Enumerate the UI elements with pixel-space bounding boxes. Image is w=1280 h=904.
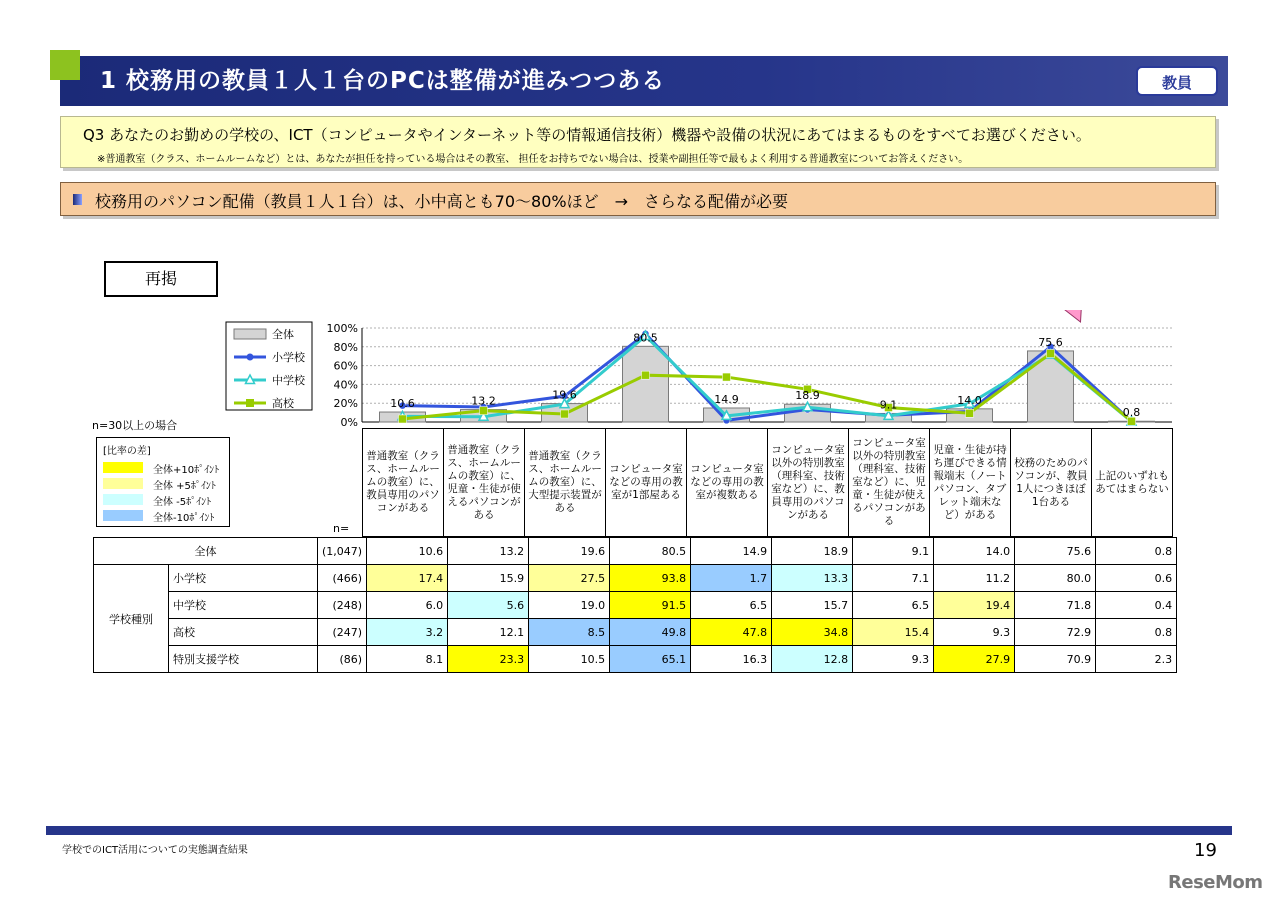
table-cell: 47.8	[691, 619, 772, 646]
summary-box	[60, 182, 1216, 216]
y-tick-label: 80%	[333, 340, 358, 354]
table-cell: 3.2	[367, 619, 448, 646]
row-label: 中学校	[169, 592, 318, 619]
legend-label: 高校	[272, 397, 294, 410]
table-cell: 6.5	[691, 592, 772, 619]
series-point	[480, 407, 488, 415]
table-cell: 6.0	[367, 592, 448, 619]
table-row	[94, 619, 1177, 646]
table-cell: 7.1	[853, 565, 934, 592]
column-header: 上記のいずれもあてはまらない	[1091, 428, 1173, 537]
table-cell: 80.5	[610, 538, 691, 565]
title-accent-square	[50, 50, 80, 80]
bar-value-label: 80.5	[633, 331, 658, 345]
data-table	[93, 537, 1177, 673]
table-row	[94, 565, 1177, 592]
respondent-badge: 教員	[1136, 66, 1218, 96]
footer-bar	[46, 826, 1232, 835]
bar-value-label: 14.9	[714, 392, 739, 406]
table-cell: 10.5	[529, 646, 610, 673]
table-cell: 9.3	[934, 619, 1015, 646]
table-cell: 15.7	[772, 592, 853, 619]
row-n: (86)	[318, 646, 367, 673]
bar-value-label: 19.6	[552, 388, 577, 402]
table-cell: 9.3	[853, 646, 934, 673]
table-cell: 8.1	[367, 646, 448, 673]
row-label: 小学校	[169, 565, 318, 592]
table-cell: 12.8	[772, 646, 853, 673]
highlight-arrow-icon	[1051, 310, 1083, 322]
table-row	[94, 646, 1177, 673]
diff-legend-label: 全体+10ﾎﾟｲﾝﾄ	[153, 465, 220, 476]
n-threshold-note: n=30以上の場合	[92, 419, 178, 432]
table-cell: 0.8	[1096, 538, 1177, 565]
footer-source: 学校でのICT活用についての実態調査結果	[62, 845, 248, 856]
chart	[220, 310, 1180, 430]
table-cell: 9.1	[853, 538, 934, 565]
legend-label: 全体	[272, 328, 294, 341]
table-cell: 70.9	[1015, 646, 1096, 673]
y-tick-label: 100%	[326, 322, 358, 335]
bar-value-label: 18.9	[795, 389, 820, 403]
question-text: Q3 あなたのお勤めの学校の、ICT（コンピュータやインターネット等の情報通信技術）機器や設備の状況にあてはまるものをすべてお選びください。	[83, 126, 1091, 144]
table-cell: 15.4	[853, 619, 934, 646]
table-cell: 19.6	[529, 538, 610, 565]
summary-text: 校務用のパソコン配備（教員１人１台）は、小中高とも70～80%ほど → さらなる配備が必要	[95, 192, 789, 211]
diff-legend-label: 全体 +5ﾎﾟｲﾝﾄ	[153, 481, 216, 492]
table-cell: 23.3	[448, 646, 529, 673]
n-equals-label: n=	[333, 522, 350, 535]
table-cell: 75.6	[1015, 538, 1096, 565]
series-point	[1047, 349, 1055, 357]
table-cell: 16.3	[691, 646, 772, 673]
question-note: ※普通教室（クラス、ホームルームなど）とは、あなたが担任を持っている場合はその教室、 担任をお持ちでない場合は、授業や副担任等で最もよく利用する普通教室についてお答えください。	[97, 154, 969, 165]
table-cell: 93.8	[610, 565, 691, 592]
bar-value-label: 75.6	[1038, 335, 1063, 349]
table-cell: 14.9	[691, 538, 772, 565]
diff-legend-swatch	[103, 462, 143, 473]
repost-label: 再掲	[104, 261, 218, 297]
table-cell: 27.5	[529, 565, 610, 592]
column-header: 普通教室（クラス、ホームルームの教室）に、教員専用のパソコンがある	[362, 428, 444, 537]
row-n: (1,047)	[318, 538, 367, 565]
series-point	[966, 409, 974, 417]
table-cell: 0.8	[1096, 619, 1177, 646]
group-label: 学校種別	[94, 565, 169, 673]
column-header: コンピュータ室以外の特別教室（理科室、技術室など）に、教員専用のパソコンがある	[767, 428, 849, 537]
page-number: 19	[1194, 840, 1217, 861]
table-row	[94, 592, 1177, 619]
bar-value-label: 14.0	[957, 393, 982, 407]
table-cell: 14.0	[934, 538, 1015, 565]
table-cell: 6.5	[853, 592, 934, 619]
resemom-logo: ReseMom	[1168, 872, 1263, 893]
column-header: コンピュータ室などの専用の教室が1部屋ある	[605, 428, 687, 537]
table-cell: 11.2	[934, 565, 1015, 592]
table-cell: 71.8	[1015, 592, 1096, 619]
diff-legend-label: 全体-10ﾎﾟｲﾝﾄ	[153, 513, 215, 524]
table-cell: 49.8	[610, 619, 691, 646]
row-n: (466)	[318, 565, 367, 592]
column-header: 校務のためのパソコンが、教員1人につきほぼ1台ある	[1010, 428, 1092, 537]
page-title: 1 校務用の教員１人１台のPCは整備が進みつつある	[100, 68, 666, 94]
diff-legend-swatch	[103, 494, 143, 505]
row-n: (248)	[318, 592, 367, 619]
table-cell: 12.1	[448, 619, 529, 646]
table-cell: 91.5	[610, 592, 691, 619]
table-cell: 8.5	[529, 619, 610, 646]
table-cell: 13.2	[448, 538, 529, 565]
table-cell: 15.9	[448, 565, 529, 592]
row-label: 全体	[94, 538, 318, 565]
row-label: 特別支援学校	[169, 646, 318, 673]
table-cell: 18.9	[772, 538, 853, 565]
series-point	[561, 410, 569, 418]
table-cell: 5.6	[448, 592, 529, 619]
bar-value-label: 9.1	[879, 398, 898, 412]
table-cell: 0.4	[1096, 592, 1177, 619]
legend-marker	[247, 354, 254, 361]
series-point	[642, 371, 650, 379]
y-tick-label: 40%	[333, 378, 358, 392]
bar-value-label: 10.6	[390, 397, 415, 411]
series-line-1	[403, 336, 1132, 422]
y-tick-label: 60%	[333, 359, 358, 373]
diff-legend-swatch	[103, 510, 143, 521]
legend-marker	[246, 399, 254, 407]
table-cell: 80.0	[1015, 565, 1096, 592]
column-header: コンピュータ室以外の特別教室（理科室、技術室など）に、児童・生徒が使えるパソコンがある	[848, 428, 930, 537]
column-header: 普通教室（クラス、ホームルームの教室）に、大型提示装置がある	[524, 428, 606, 537]
table-cell: 1.7	[691, 565, 772, 592]
question-box	[60, 116, 1216, 168]
y-tick-label: 20%	[333, 397, 358, 411]
bar-value-label: 0.8	[1122, 406, 1141, 420]
bullet-square-icon	[73, 194, 82, 205]
column-header: コンピュータ室などの専用の教室が複数ある	[686, 428, 768, 537]
row-label: 高校	[169, 619, 318, 646]
bar-value-label: 13.2	[471, 394, 496, 408]
legend-label: 中学校	[272, 374, 305, 387]
table-cell: 17.4	[367, 565, 448, 592]
table-cell: 2.3	[1096, 646, 1177, 673]
table-cell: 65.1	[610, 646, 691, 673]
table-cell: 0.6	[1096, 565, 1177, 592]
table-row-total	[94, 538, 1177, 565]
legend-swatch-bar	[234, 329, 266, 339]
diff-legend	[96, 437, 230, 527]
diff-legend-label: 全体 -5ﾎﾟｲﾝﾄ	[153, 497, 212, 508]
row-n: (247)	[318, 619, 367, 646]
diff-legend-title: [比率の差]	[103, 446, 151, 457]
y-tick-label: 0%	[340, 416, 358, 429]
table-cell: 34.8	[772, 619, 853, 646]
table-cell: 19.0	[529, 592, 610, 619]
series-point	[399, 415, 407, 423]
table-cell: 10.6	[367, 538, 448, 565]
table-cell: 27.9	[934, 646, 1015, 673]
series-point	[723, 373, 731, 381]
legend-label: 小学校	[272, 351, 305, 364]
diff-legend-swatch	[103, 478, 143, 489]
column-header: 普通教室（クラス、ホームルームの教室）に、児童・生徒が使えるパソコンがある	[443, 428, 525, 537]
column-header: 児童・生徒が持ち運びできる情報端末（ノートパソコン、タブレット端末など）がある	[929, 428, 1011, 537]
table-cell: 19.4	[934, 592, 1015, 619]
table-cell: 72.9	[1015, 619, 1096, 646]
table-cell: 13.3	[772, 565, 853, 592]
